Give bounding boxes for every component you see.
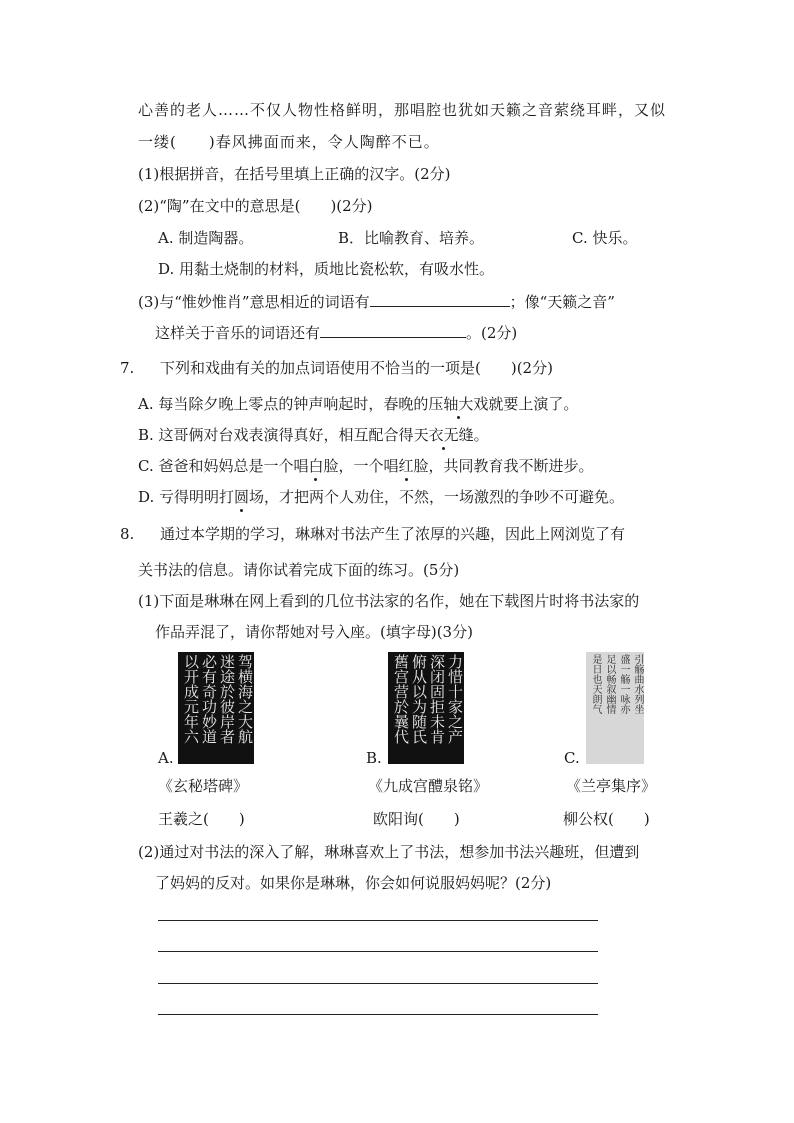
q6-sub3-text-a: (3)与“惟妙惟肖”意思相近的词语有 [138, 293, 370, 311]
image-b-column-1: 力惜十家之产 [446, 654, 464, 744]
q6-sub3-line2 [155, 322, 517, 343]
q8-sub2-line1: (2)通过对书法的深入了解，琳琳喜欢上了书法，想参加书法兴趣班，但遭到 [138, 843, 640, 861]
q7-option-a [138, 394, 578, 414]
q6-option-d: D. 用黏土烧制的材料，质地比瓷松软，有吸水性。 [158, 260, 495, 278]
paragraph-line-2: 一缕( )春风拂面而来，令人陶醉不已。 [138, 133, 440, 151]
image-b-column-3: 俯从以为随氏 [410, 654, 428, 744]
q6-sub3-text-b: ；像“天籁之音” [509, 293, 615, 311]
q8-sub2-line2: 了妈妈的反对。如果你是琳琳，你会如何说服妈妈呢？(2分) [155, 874, 552, 892]
q8-sub1-line1: (1)下面是琳琳在网上看到的几位书法家的名作，她在下载图片时将书法家的 [138, 592, 640, 610]
q7-d-pre: D. 亏得明明 [138, 488, 220, 506]
q7-a-pre: A. 每当除夕晚上零点的钟声响起时，春晚的 [138, 395, 429, 413]
q7-c-post: ，共同教育我不断进步。 [428, 457, 594, 475]
q7-option-b [138, 425, 489, 445]
image-b-label: B. [366, 749, 382, 767]
calligraphy-image-b [388, 652, 464, 764]
q8-stem-line2: 关书法的信息。请你试着完成下面的练习。(5分) [138, 561, 460, 579]
writing-line-4[interactable] [158, 1014, 598, 1015]
q6-option-b: B．比喻教育、培养。 [338, 229, 485, 247]
writing-line-1[interactable] [158, 920, 598, 921]
q8-sub1-line2: 作品弄混了，请你帮她对号入座。(填字母)(3分) [155, 623, 473, 641]
work-title-3: 《兰亭集序》 [566, 777, 657, 795]
match-wangxizhi[interactable]: 王羲之( ) [158, 810, 245, 828]
paragraph-line-1: 心善的老人……不仅人物性格鲜明，那唱腔也犹如天籁之音萦绕耳畔，又似 [138, 101, 667, 119]
image-c-column-4: 是日也天朗气 [590, 654, 601, 714]
q6-sub3-text-d: 。(2分) [466, 324, 518, 342]
q7-c-pre: C. 爸爸和妈妈总是一个 [138, 457, 294, 475]
calligraphy-image-a [178, 652, 254, 764]
image-c-column-1: 引觞曲水列坐 [632, 654, 643, 714]
image-a-column-3: 必有奇功妙道 [200, 654, 218, 744]
q7-b-dotted: 天衣无缝 [413, 426, 474, 444]
q7-c-dotted-1: 唱白脸 [293, 457, 339, 475]
calligraphy-image-c [586, 652, 644, 764]
q6-option-c: C. 快乐。 [572, 229, 638, 247]
q8-stem-line1: 通过本学期的学习，琳琳对书法产生了浓厚的兴趣，因此上网浏览了有 [160, 525, 626, 543]
writing-line-3[interactable] [158, 983, 598, 984]
work-title-1: 《玄秘塔碑》 [158, 777, 249, 795]
match-liugongquan[interactable]: 柳公权( ) [563, 810, 650, 828]
q7-stem: 下列和戏曲有关的加点词语使用不恰当的一项是( )(2分) [160, 359, 553, 377]
q6-option-a: A. 制造陶器。 [158, 229, 254, 247]
q7-option-c [138, 456, 594, 476]
image-a-label: A. [158, 749, 174, 767]
q6-sub3-text-c: 这样关于音乐的词语还有 [155, 324, 321, 342]
image-a-column-2: 迷途於彼岸者 [218, 654, 236, 744]
image-a-column-4: 以开成元年六 [182, 654, 200, 744]
work-title-2: 《九成宫醴泉铭》 [368, 777, 489, 795]
q6-sub1: (1)根据拼音，在括号里填上正确的汉字。(2分) [138, 165, 451, 183]
q7-b-post: 。 [473, 426, 489, 444]
q7-number: 7. [120, 359, 135, 377]
q7-option-d [138, 487, 624, 507]
q7-a-post: 就要上演了。 [488, 395, 579, 413]
q7-a-dotted: 压轴大戏 [428, 395, 489, 413]
q6-sub2: (2)“陶”在文中的意思是( )(2分) [138, 197, 373, 215]
image-b-column-2: 深闭固拒未肯 [428, 654, 446, 744]
answer-blank-1[interactable] [370, 291, 510, 307]
q7-d-post: ，才把两个人劝住，不然，一场激烈的争吵不可避免。 [264, 488, 625, 506]
q7-c-dotted-2: 唱红脸 [383, 457, 429, 475]
image-b-column-4: 舊宫营於曩代 [392, 654, 410, 744]
q7-c-mid: ，一个 [338, 457, 384, 475]
image-c-column-2: 盛一觞一咏亦 [618, 654, 629, 714]
match-ouyangxun[interactable]: 欧阳询( ) [373, 810, 460, 828]
q7-d-dotted: 打圆场 [219, 488, 265, 506]
image-c-column-3: 足以畅叙幽情 [604, 654, 615, 714]
answer-blank-2[interactable] [320, 322, 466, 338]
image-a-column-1: 驾横海之大航 [236, 654, 254, 744]
q6-sub3-line1 [138, 291, 615, 312]
q7-b-pre: B. 这哥俩对台戏表演得真好，相互配合得 [138, 426, 414, 444]
image-c-label: C. [564, 749, 580, 767]
writing-line-2[interactable] [158, 951, 598, 952]
q8-number: 8. [120, 525, 135, 543]
